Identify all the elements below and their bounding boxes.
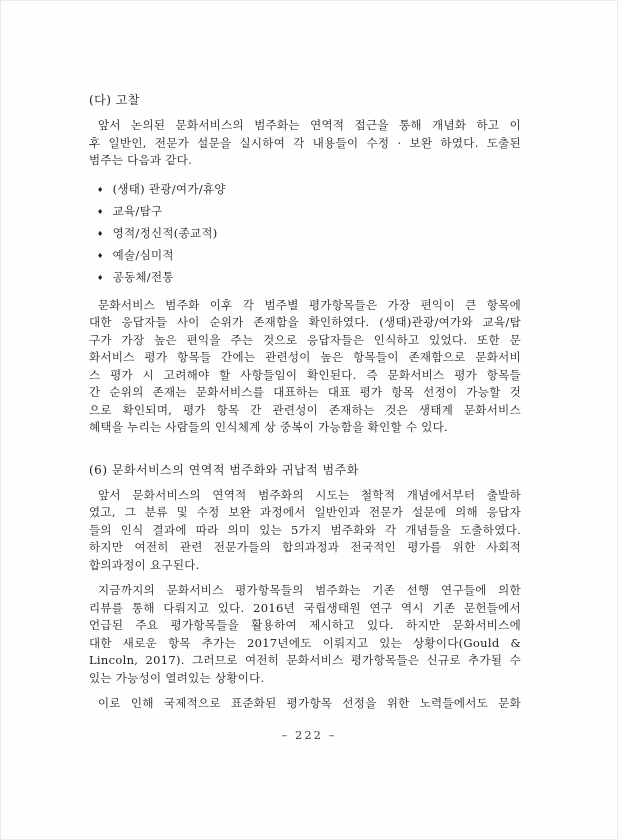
text-line: 리뷰를 통해 다뤄지고 있다. 2016년 국립생태원 연구 역시 기존 문헌들에서 xyxy=(89,600,521,615)
bullet-item xyxy=(89,267,521,289)
paragraph-deductive xyxy=(89,487,521,575)
text-line: 으로 확인되며, 평가 항목 간 관련성이 존재하는 것은 생태계 문화서비스 xyxy=(89,402,521,417)
bullet-icon: ♦ xyxy=(97,229,104,238)
text-line: 범주는 다음과 같다. xyxy=(89,153,193,167)
section-heading-da: (다) 고찰 xyxy=(89,93,140,107)
paragraph-continued xyxy=(89,695,521,713)
bullet-item xyxy=(89,245,521,267)
bullet-label: 예술/심미적 xyxy=(112,247,174,262)
text-line: 구가 가장 높은 편익을 주는 것으로 응답자들은 인식하고 있었다. 또한 문 xyxy=(89,332,521,347)
text-line: 있는 가능성이 열려있는 상황이다. xyxy=(89,670,265,685)
text-line: 앞서 논의된 문화서비스의 범주화는 연역적 접근을 통해 개념화 하고 이 xyxy=(98,118,521,132)
bullet-item xyxy=(89,223,521,245)
paragraph-intro xyxy=(89,117,521,170)
bullet-item xyxy=(89,179,521,201)
text-line: 대한 응답자들 사이 순위가 존재함을 확인하였다. (생태)관광/여가와 교육/탐 xyxy=(89,315,521,329)
bullet-icon: ♦ xyxy=(97,251,104,260)
text-line: 하지만 여전히 관련 전문가들의 합의과정과 전국적인 평가를 위한 사회적 xyxy=(89,540,521,554)
bullet-label: 교육/탐구 xyxy=(112,203,163,218)
bullet-label: 공동체/전통 xyxy=(112,269,174,284)
text-line: 화서비스 평가 항목들 간에는 관련성이 높은 항목들이 존재함으로 문화서비 xyxy=(89,350,521,364)
text-line: 간 순위의 존재는 문화서비스를 대표하는 대표 평가 항목 선정이 가능할 것 xyxy=(89,385,521,399)
paragraph-discussion xyxy=(89,297,521,437)
text-line: 대한 새로운 항목 추가는 2017년에도 이뤄지고 있는 상황이다(Gould & xyxy=(89,635,521,650)
text-line: 들의 인식 결과에 따라 의미 있는 5가지 범주화와 각 개념들을 도출하였다. xyxy=(89,522,521,537)
text-line: Lincoln, 2017). 그러므로 여전히 문화서비스 평가항목들은 신규로 추가될 수 xyxy=(89,653,521,667)
text-line: 후 일반인, 전문가 설문을 실시하여 각 내용들이 수정 · 보완 하였다. 도출된 xyxy=(89,135,521,150)
section-heading-6: (6) 문화서비스의 연역적 범주화와 귀납적 범주화 xyxy=(89,462,359,477)
bullet-list xyxy=(89,179,521,289)
page-number: – 222 – xyxy=(281,728,337,742)
text-line: 언급된 주요 평가항목들을 활용하여 제시하고 있다. 하지만 문화서비스에 xyxy=(89,618,521,632)
text-line: 혜택을 누리는 사람들의 인식체계 상 중복이 가능함을 확인할 수 있다. xyxy=(89,420,449,434)
text-line: 지금까지의 문화서비스 평가항목들의 범주화는 기존 선행 연구들에 의한 xyxy=(98,583,521,597)
text-line: 스 평가 시 고려해야 할 사항들임이 확인된다. 즉 문화서비스 평가 항목들 xyxy=(89,367,521,382)
text-line: 였고, 그 분류 및 수정 보완 과정에서 일반인과 전문가 설문에 의해 응답자 xyxy=(89,505,521,519)
bullet-icon: ♦ xyxy=(97,273,104,282)
bullet-icon: ♦ xyxy=(97,185,104,194)
text-line: 앞서 문화서비스의 연역적 범주화의 시도는 철학적 개념에서부터 출발하 xyxy=(98,487,521,502)
page-content xyxy=(89,91,521,713)
paragraph-review xyxy=(89,582,521,687)
bullet-label: 영적/정신적(종교적) xyxy=(112,225,218,240)
text-line: 문화서비스 범주화 이후 각 범주별 평가항목들은 가장 편익이 큰 항목에 xyxy=(98,297,521,312)
bullet-label: (생태) 관광/여가/휴양 xyxy=(112,181,226,196)
text-line: 이로 인해 국제적으로 표준화된 평가항목 선정을 위한 노력들에서도 문화 xyxy=(98,696,521,710)
bullet-item xyxy=(89,201,521,223)
bullet-icon: ♦ xyxy=(97,207,104,216)
text-line: 합의과정이 요구된다. xyxy=(89,557,200,572)
